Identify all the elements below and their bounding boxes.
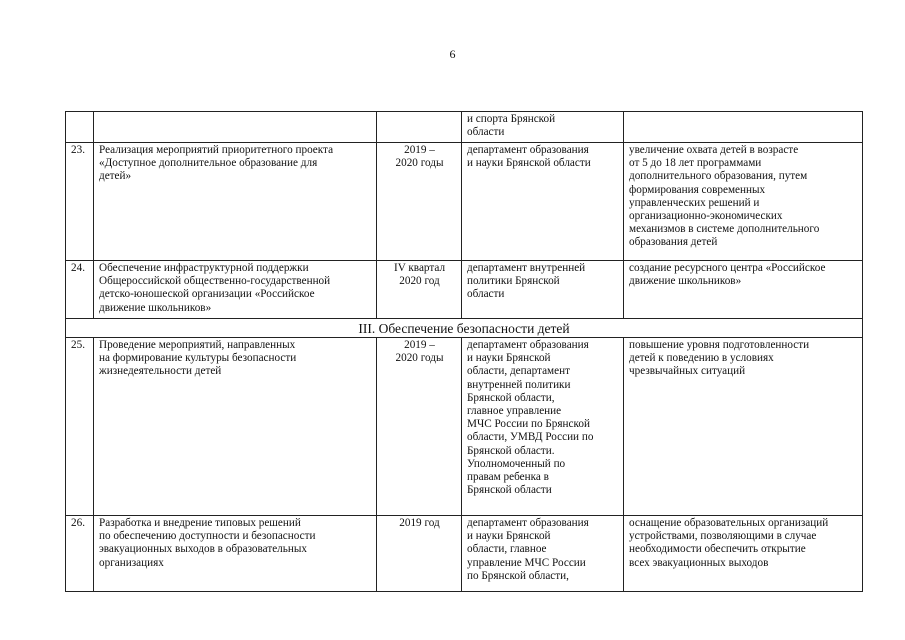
period-cell: 2019 год (377, 516, 462, 592)
measure-cell (94, 112, 377, 143)
responsible-cell: департамент образования и науки Брянской области, департамент внутренней политики Брянской области, главное управление МЧС России по Брянской области, УМВД России по Брянской области. Уполномоченный по правам ребенка в Брянской области (462, 338, 624, 516)
result-cell: повышение уровня подготовленности детей к поведению в условиях чрезвычайных ситуаций (624, 338, 863, 516)
responsible-cell: департамент внутренней политики Брянской области (462, 261, 624, 319)
period-cell: 2019 – 2020 годы (377, 338, 462, 516)
result-cell: создание ресурсного центра «Российское движение школьников» (624, 261, 863, 319)
measure-cell: Реализация мероприятий приоритетного проекта «Доступное дополнительное образование для детей» (94, 143, 377, 261)
table-row (66, 516, 863, 592)
period-cell (377, 112, 462, 143)
row-number: 25. (66, 338, 94, 516)
section-title: III. Обеспечение безопасности детей (66, 319, 863, 338)
table-row (66, 338, 863, 516)
row-number: 23. (66, 143, 94, 261)
responsible-cell: департамент образования и науки Брянской области (462, 143, 624, 261)
responsible-cell: и спорта Брянской области (462, 112, 624, 143)
result-cell: увеличение охвата детей в возрасте от 5 до 18 лет программами дополнительного образования, путем формирования современных управленческих решений и организационно-экономических механизмов в системе дополнительного образования детей (624, 143, 863, 261)
measures-table (65, 111, 863, 592)
responsible-cell: департамент образования и науки Брянской области, главное управление МЧС России по Брянской области, (462, 516, 624, 592)
result-cell: оснащение образовательных организаций устройствами, позволяющими в случае необходимости обеспечить открытие всех эвакуационных выходов (624, 516, 863, 592)
measure-cell: Разработка и внедрение типовых решений по обеспечению доступности и безопасности эвакуационных выходов в образовательных организациях (94, 516, 377, 592)
row-number: 26. (66, 516, 94, 592)
section-heading-row (66, 319, 863, 338)
period-cell: 2019 – 2020 годы (377, 143, 462, 261)
table-row (66, 112, 863, 143)
page-number: 6 (449, 47, 456, 61)
table-row (66, 261, 863, 319)
row-number: 24. (66, 261, 94, 319)
measure-cell: Обеспечение инфраструктурной поддержки Общероссийской общественно-государственной детско-юношеской организации «Российское движение школьников» (94, 261, 377, 319)
result-cell (624, 112, 863, 143)
row-number (66, 112, 94, 143)
table-row (66, 143, 863, 261)
period-cell: IV квартал 2020 год (377, 261, 462, 319)
measure-cell: Проведение мероприятий, направленных на формирование культуры безопасности жизнедеятельности детей (94, 338, 377, 516)
